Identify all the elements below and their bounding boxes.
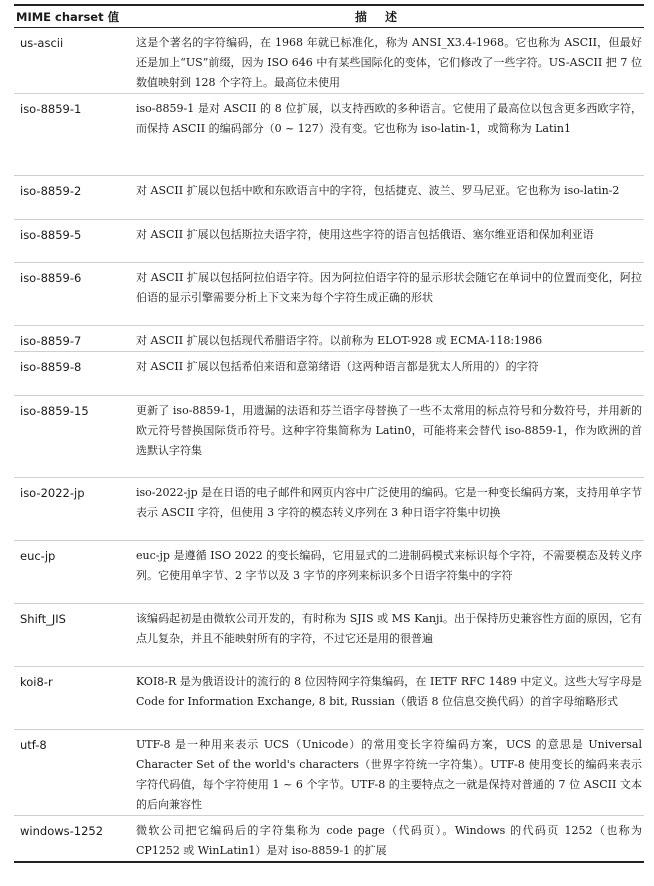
- table-row: [14, 326, 644, 352]
- charset-description-cell: 更新了 iso-8859-1，用遗漏的法语和芬兰语字母替换了一些不太常用的标点符号和分数符号，并用新的欧元符号替换国际货币符号。这种字符集简称为 Latin0，可能将来会替代 iso-8859-1，作为欧洲的首选默认字符集: [136, 404, 642, 457]
- charset-name-cell: utf-8: [20, 738, 47, 752]
- table-row: [14, 220, 644, 263]
- table-body: [14, 28, 644, 863]
- charset-name-cell: windows-1252: [20, 824, 104, 838]
- charset-name-cell: Shift_JIS: [20, 612, 66, 626]
- charset-description-cell: euc-jp 是遵循 ISO 2022 的变长编码，它用显式的二进制码模式来标识每个字符，不需要模态及转义序列。它使用单字节、2 字节以及 3 字节的序列来标识多个日语字符集中的字符: [136, 549, 642, 582]
- charset-name-cell: iso-8859-5: [20, 228, 82, 242]
- charset-name-cell: iso-8859-2: [20, 184, 82, 198]
- charset-description-cell: KOI8-R 是为俄语设计的流行的 8 位因特网字符集编码，在 IETF RFC 1489 中定义。这些大写字母是 Code for Information Exchange, 8 bit, Russian（俄语 8 位信息交换代码）的首字母缩略形式: [136, 675, 642, 708]
- charset-name-cell: iso-8859-15: [20, 404, 89, 418]
- table-row: [14, 352, 644, 396]
- charset-table: [14, 4, 644, 863]
- charset-name-cell: iso-8859-7: [20, 334, 82, 348]
- table-row: [14, 730, 644, 816]
- charset-description-cell: iso-8859-1 是对 ASCII 的 8 位扩展，以支持西欧的多种语言。它使用了最高位以包含更多西欧字符，而保持 ASCII 的编码部分（0 ~ 127）没有变。它也称为 iso-latin-1，或简称为 Latin1: [136, 102, 642, 135]
- charset-description-cell: 对 ASCII 扩展以包括阿拉伯语字符。因为阿拉伯语字符的显示形状会随它在单词中的位置而变化，阿拉伯语的显示引擎需要分析上下文来为每个字符生成正确的形状: [136, 271, 642, 304]
- charset-name-cell: koi8-r: [20, 675, 53, 689]
- table-row: [14, 667, 644, 730]
- charset-name-cell: us-ascii: [20, 36, 64, 50]
- charset-description-cell: UTF-8 是一种用来表示 UCS（Unicode）的常用变长字符编码方案，UCS 的意思是 Universal Character Set of the world's characters（世界字符统一字符集）。UTF-8 使用变长的编码来表示字符代码值，每个字符使用 1 ~ 6 个字节。UTF-8 的主要特点之一就是保持对普通的 7 位 ASCII 文本的后向兼容性: [136, 738, 642, 811]
- table-row: [14, 541, 644, 604]
- charset-description-cell: 对 ASCII 扩展以包括斯拉夫语字符，使用这些字符的语言包括俄语、塞尔维亚语和保加利亚语: [136, 228, 594, 241]
- table-row: [14, 94, 644, 176]
- charset-description-cell: 该编码起初是由微软公司开发的，有时称为 SJIS 或 MS Kanji。出于保持历史兼容性方面的原因，它有点儿复杂，并且不能映射所有的字符，不过它还是用的很普遍: [136, 612, 642, 645]
- charset-name-cell: euc-jp: [20, 549, 56, 563]
- charset-name-cell: iso-2022-jp: [20, 486, 85, 500]
- table-row: [14, 263, 644, 326]
- table-row: [14, 28, 644, 94]
- table-row: [14, 478, 644, 541]
- header-description: 描述: [354, 10, 415, 24]
- table-row: [14, 176, 644, 220]
- charset-description-cell: iso-2022-jp 是在日语的电子邮件和网页内容中广泛使用的编码。它是一种变长编码方案，支持用单字节表示 ASCII 字符，但使用 3 字符的模态转义序列在 3 种日语字符集中切换: [136, 486, 642, 519]
- charset-description-cell: 对 ASCII 扩展以包括希伯来语和意第绪语（这两种语言都是犹太人所用的）的字符: [136, 360, 539, 373]
- charset-name-cell: iso-8859-6: [20, 271, 82, 285]
- table-row: [14, 396, 644, 478]
- table-row: [14, 816, 644, 863]
- charset-description-cell: 这是个著名的字符编码，在 1968 年就已标准化，称为 ANSI_X3.4-1968。它也称为 ASCII，但最好还是加上“US”前缀，因为 ISO 646 中有某些国际化的变体，它们修改了一些字符。US-ASCII 把 7 位数值映射到 128 个字符上。最高位未使用: [136, 36, 642, 89]
- charset-name-cell: iso-8859-1: [20, 102, 82, 116]
- charset-description-cell: 微软公司把它编码后的字符集称为 code page（代码页）。Windows 的代码页 1252（也称为 CP1252 或 WinLatin1）是对 iso-8859-1 的扩展: [136, 824, 642, 857]
- header-charset-name: MIME charset 值: [16, 9, 120, 24]
- charset-description-cell: 对 ASCII 扩展以包括中欧和东欧语言中的字符，包括捷克、波兰、罗马尼亚。它也称为 iso-latin-2: [136, 184, 620, 197]
- table-header: [14, 4, 644, 28]
- table-row: [14, 604, 644, 667]
- charset-name-cell: iso-8859-8: [20, 360, 82, 374]
- charset-description-cell: 对 ASCII 扩展以包括现代希腊语字符。以前称为 ELOT-928 或 ECMA-118:1986: [136, 334, 543, 347]
